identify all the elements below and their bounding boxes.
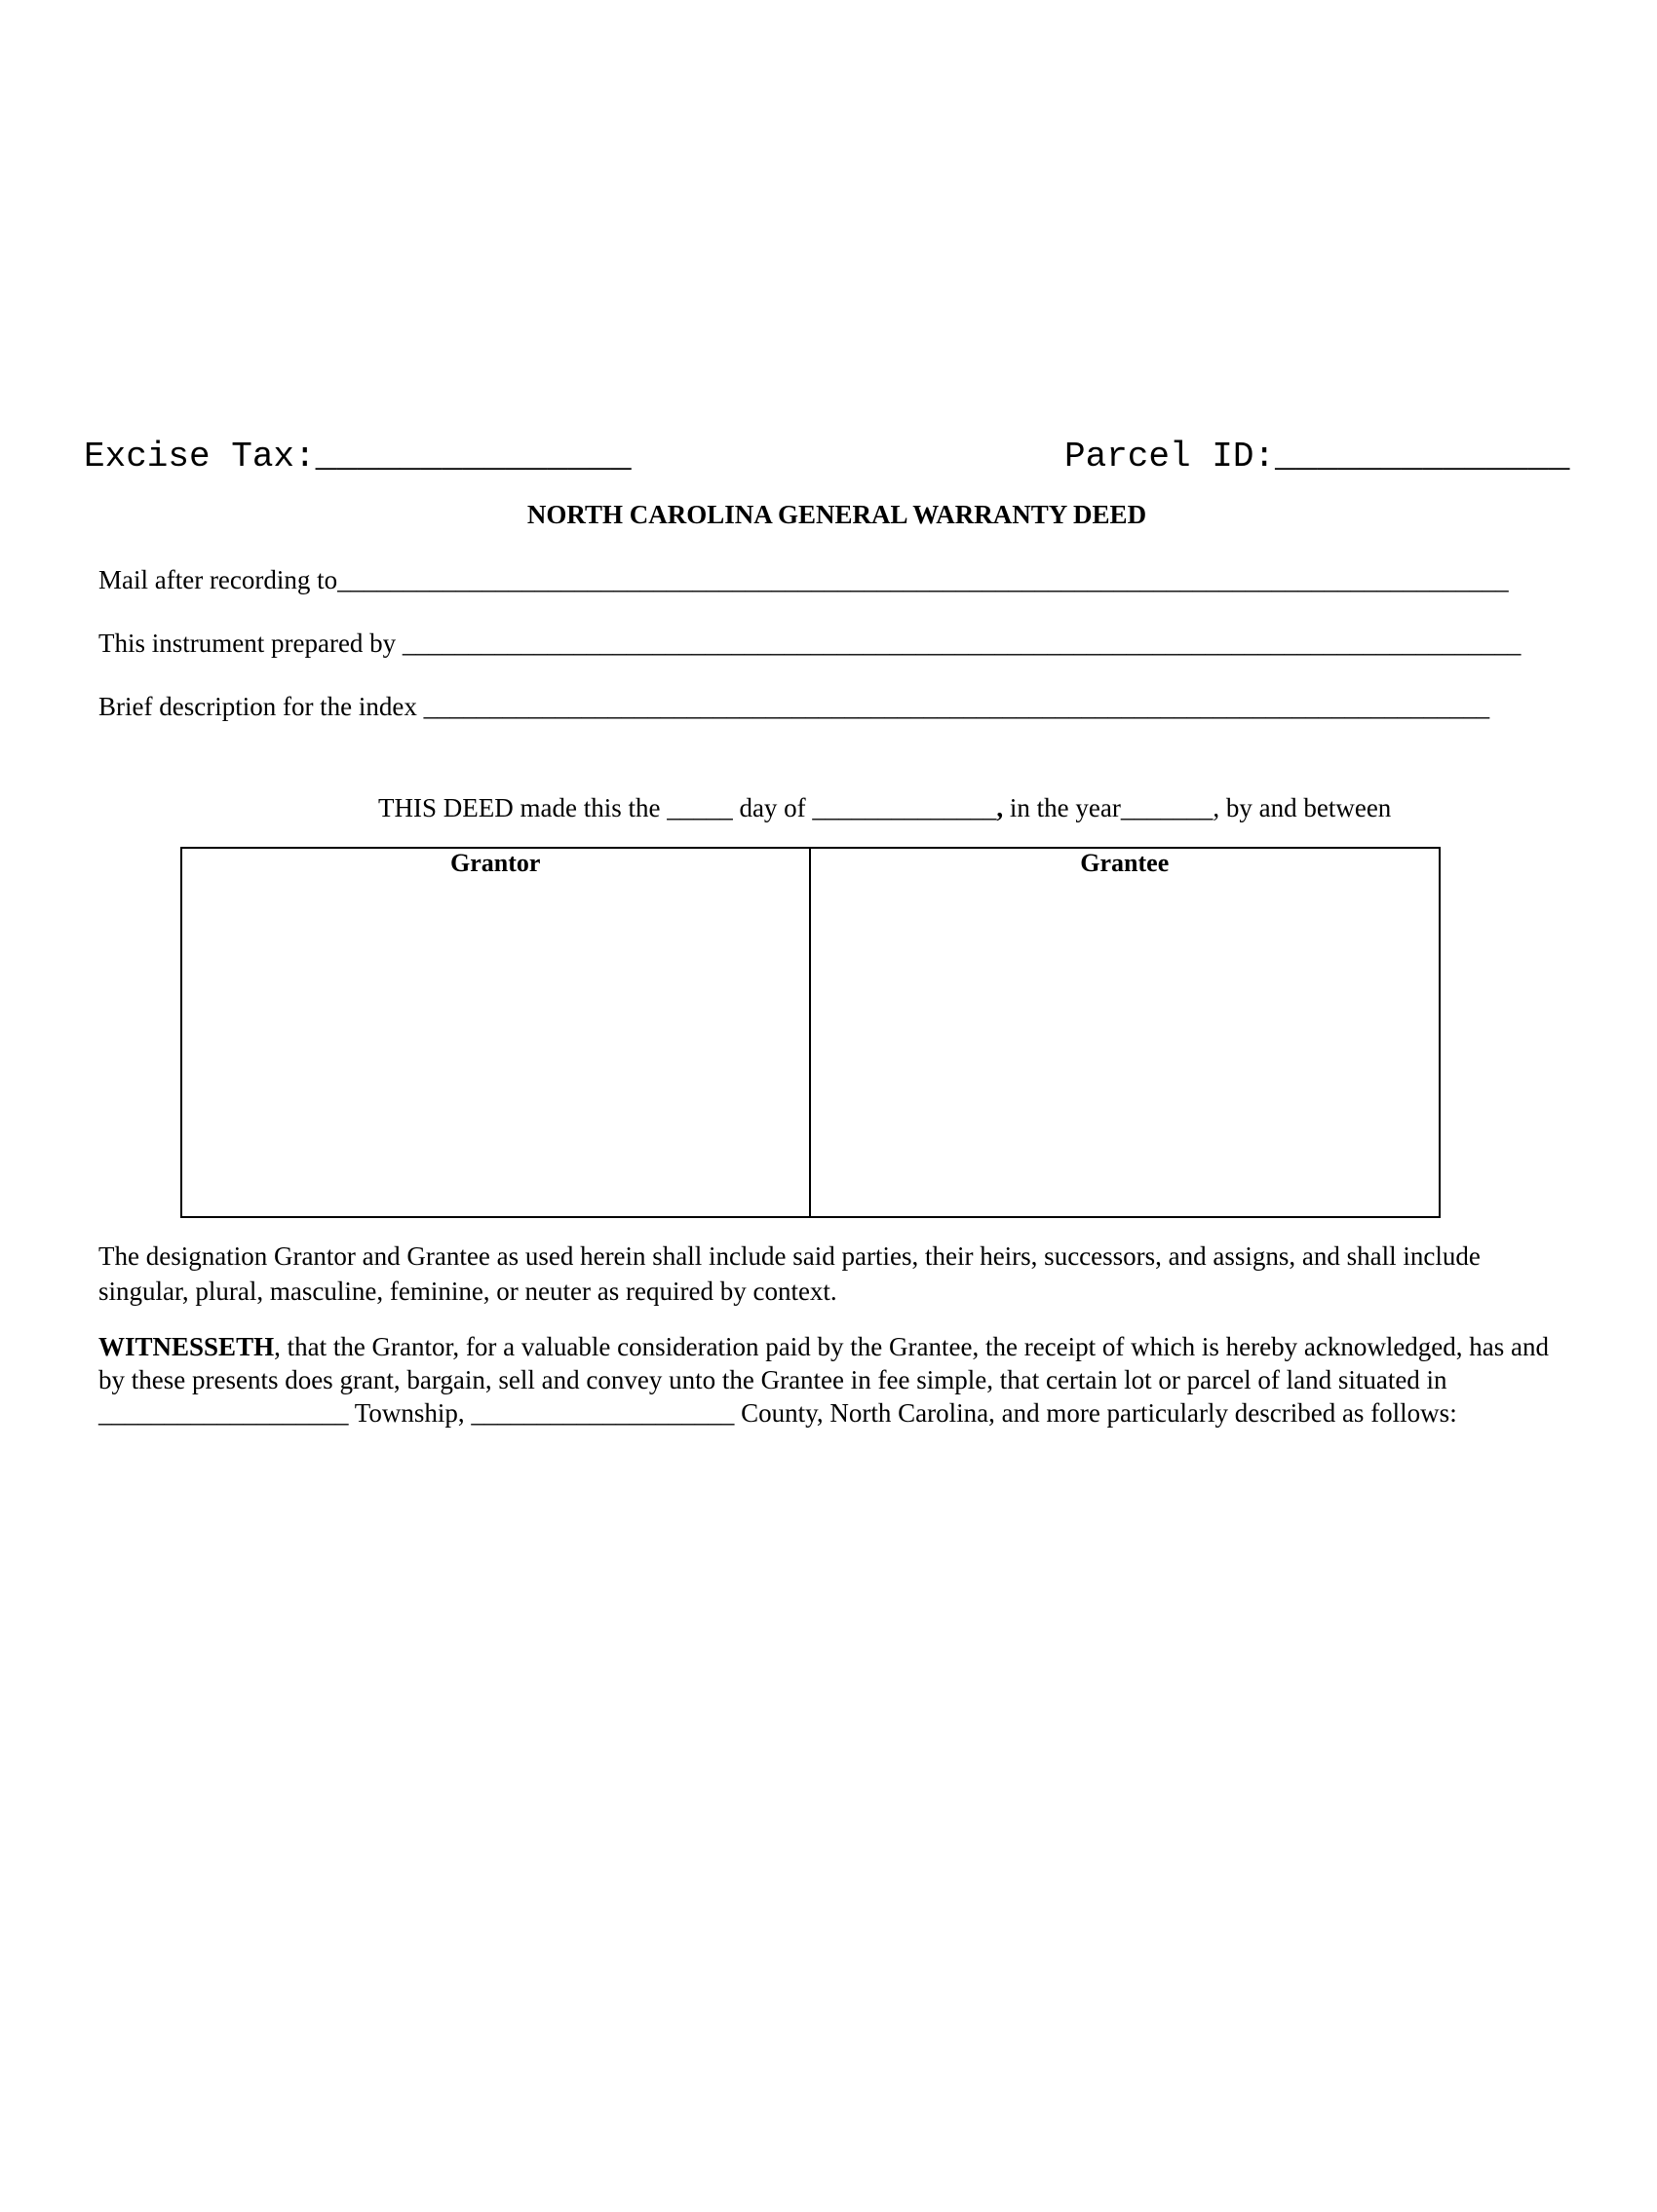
designation-paragraph: The designation Grantor and Grantee as used herein shall include said parties, their heirs, successors, and assigns, and shall include singular, plural, masculine, feminine, or neuter as required by context. [98, 1241, 1481, 1306]
parcel-id-field[interactable]: Parcel ID:______________ [1064, 437, 1570, 477]
prepared-by-field[interactable]: This instrument prepared by _____________________________________________________________________________________ [98, 629, 1522, 658]
witnesseth-body: , that the Grantor, for a valuable consideration paid by the Grantee, the receipt of which is hereby acknowledged, has and by these presents does grant, bargain, sell and convey unto the Grantee in fee simple, that certain lot or parcel of land situated in ___________________ Township, ____________________ County, North Carolina, and more particularly described as follows: [98, 1332, 1550, 1428]
witnesseth-paragraph [98, 1330, 1561, 1430]
grantee-label: Grantee [1080, 849, 1170, 877]
mail-after-recording-field[interactable]: Mail after recording to_________________________________________________________________________________________ [98, 565, 1509, 594]
brief-description-field[interactable]: Brief description for the index _________________________________________________________________________________ [98, 692, 1490, 721]
grantor-cell[interactable] [182, 849, 811, 1216]
deed-made-line[interactable] [378, 793, 1391, 823]
witnesseth-lead: WITNESSETH [98, 1332, 275, 1361]
excise-tax-field[interactable]: Excise Tax:_______________ [84, 437, 632, 477]
grantor-label: Grantor [450, 849, 541, 877]
deed-made-suffix: in the year_______, by and between [1003, 793, 1392, 822]
deed-made-comma: , [996, 793, 1004, 822]
parties-table [180, 847, 1441, 1218]
deed-made-prefix: THIS DEED made this the _____ day of ______________ [378, 793, 997, 822]
grantee-cell[interactable] [811, 849, 1440, 1216]
document-title: NORTH CAROLINA GENERAL WARRANTY DEED [526, 500, 1147, 529]
